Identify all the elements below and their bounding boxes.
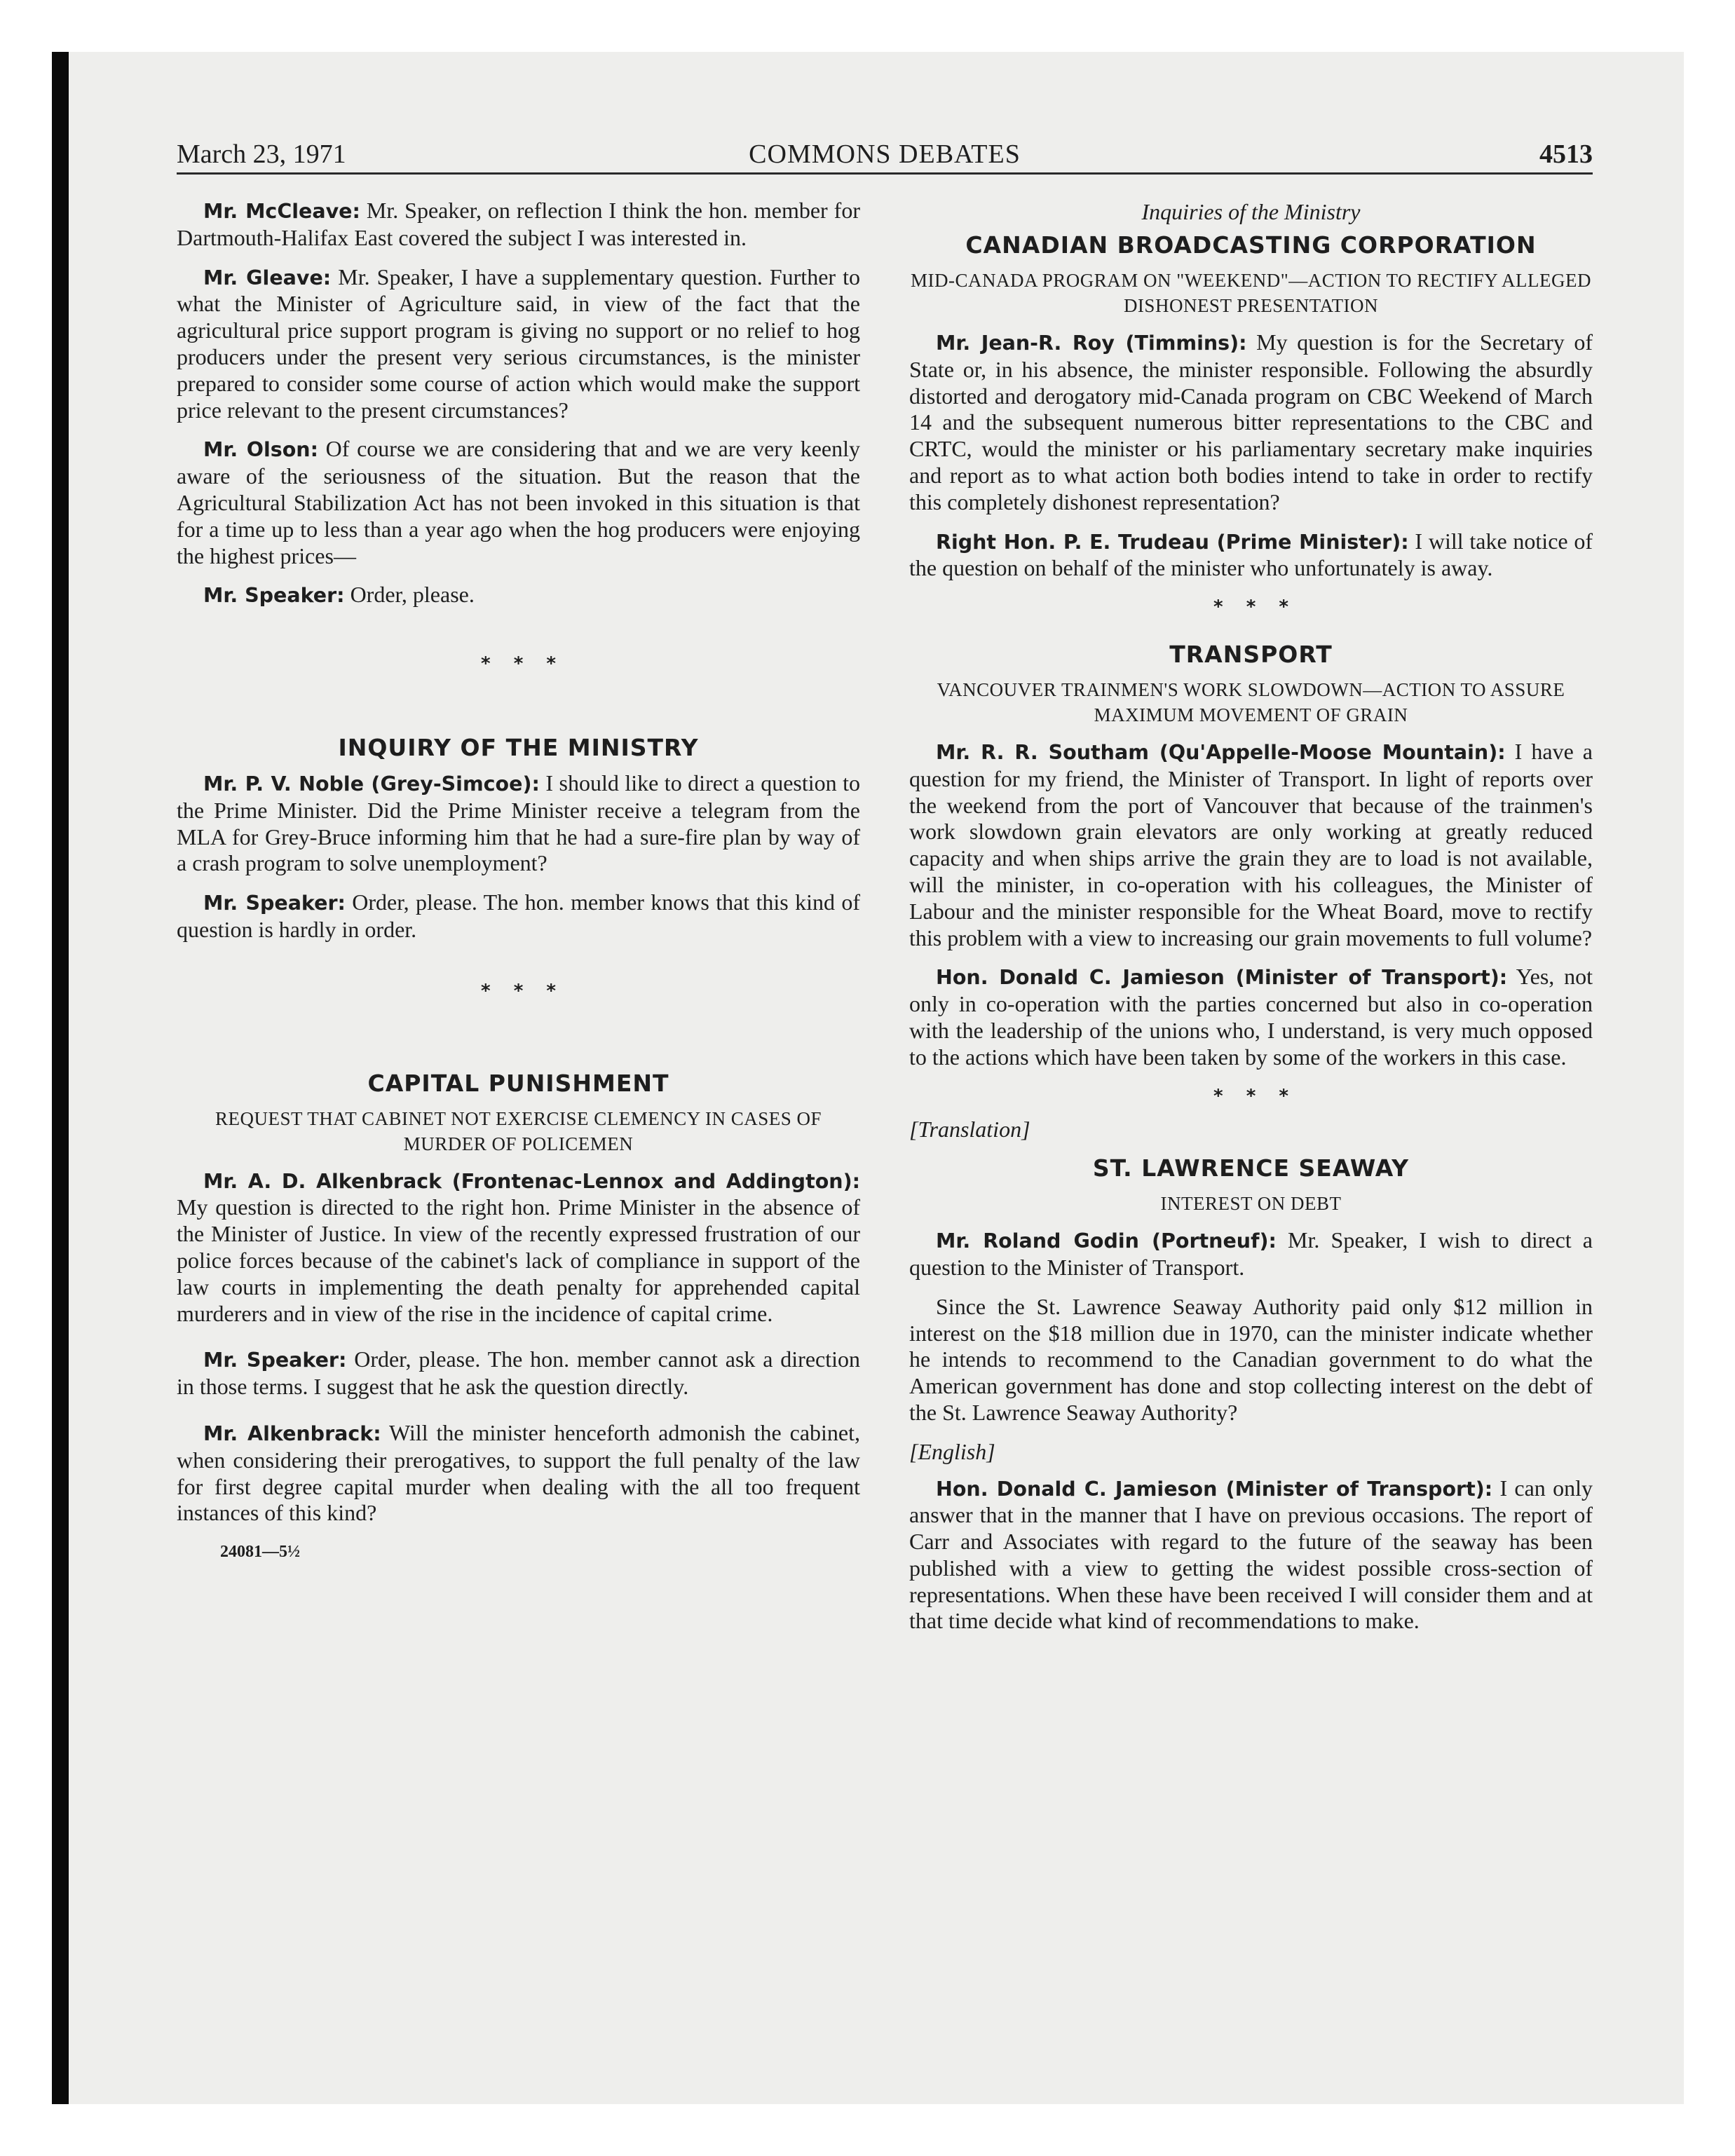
speaker-name: Hon. Donald C. Jamieson (Minister of Transport): bbox=[936, 966, 1508, 990]
section-separator: * * * bbox=[1213, 1085, 1288, 1107]
paragraph-text: I can only answer that in the manner that I have on previous occasions. The report of Carr and Associates with regard to the future of the seaway has been published with a view to getting the widest possible cross-section of representations. When these have been received I will consider them and at that time decide what kind of recommendations to make. bbox=[909, 1475, 1593, 1634]
section-subheading: INTEREST ON DEBT bbox=[1160, 1193, 1342, 1215]
page-header bbox=[177, 137, 1593, 175]
speaker-name: Hon. Donald C. Jamieson (Minister of Transport): bbox=[936, 1477, 1493, 1501]
section-heading: INQUIRY OF THE MINISTRY bbox=[338, 733, 699, 761]
paragraph bbox=[177, 770, 860, 877]
print-code: 24081—5½ bbox=[220, 1543, 300, 1562]
language-marker: [Translation] bbox=[909, 1117, 1030, 1142]
language-marker: [English] bbox=[909, 1438, 995, 1464]
paragraph-text: I will take notice of the question on behalf of the minister who unfortunately is away. bbox=[909, 528, 1593, 581]
header-date: March 23, 1971 bbox=[177, 139, 346, 169]
paragraph bbox=[177, 1168, 860, 1328]
paragraph-text: I should like to direct a question to the Prime Minister. Did the Prime Minister receive a telegram from the MLA for Grey-Bruce informing him that he had a sure-fire plan by way of a crash program to solve unemployment? bbox=[177, 770, 861, 876]
speaker-name: Mr. Speaker: bbox=[203, 584, 345, 608]
paragraph bbox=[177, 889, 860, 943]
paragraph bbox=[177, 436, 860, 569]
paragraph-text: Of course we are considering that and we are very keenly aware of the seriousness of the situation. But the reason that the Agricultural Stabilization Act has not been invoked in this situation is that for a time up to less than a year ago when the hog producers were enjoying the highest prices— bbox=[177, 436, 860, 568]
speaker-name: Mr. Gleave: bbox=[203, 266, 332, 289]
speaker-name: Mr. Roland Godin (Portneuf): bbox=[936, 1229, 1277, 1253]
paragraph bbox=[909, 528, 1593, 582]
right-column bbox=[909, 198, 1593, 1647]
paragraph bbox=[177, 198, 860, 252]
section-subheading: VANCOUVER TRAINMEN'S WORK SLOWDOWN—ACTION TO ASSURE MAXIMUM MOVEMENT OF GRAIN bbox=[937, 678, 1565, 725]
section-heading: CAPITAL PUNISHMENT bbox=[367, 1069, 669, 1097]
speaker-name: Mr. Jean-R. Roy (Timmins): bbox=[936, 332, 1247, 355]
header-title: COMMONS DEBATES bbox=[749, 139, 1021, 169]
left-column bbox=[177, 198, 860, 1566]
speaker-name: Mr. Alkenbrack: bbox=[203, 1421, 381, 1445]
section-subheading: MID-CANADA PROGRAM ON "WEEKEND"—ACTION TO RECTIFY ALLEGED DISHONEST PRESENTATION bbox=[910, 270, 1592, 316]
paragraph-text: Will the minister henceforth admonish the cabinet, when considering their prerogatives, to support the full penalty of the law for first degree capital murder when dealing with the all too frequent instances of this kind? bbox=[177, 1419, 861, 1526]
paragraph bbox=[909, 964, 1593, 1070]
paragraph-text: Order, please. The hon. member knows that this kind of question is hardly in order. bbox=[177, 889, 860, 942]
paragraph-text: Yes, not only in co-operation with the parties concerned but also in co-operation with the leadership of the unions who, I understand, is very much opposed to the actions which have been taken by some of the workers in this case. bbox=[909, 964, 1593, 1070]
speaker-name: Right Hon. P. E. Trudeau (Prime Minister): bbox=[936, 530, 1409, 554]
speaker-name: Mr. Speaker: bbox=[203, 1349, 347, 1372]
speaker-name: Mr. McCleave: bbox=[203, 200, 360, 223]
section-separator: * * * bbox=[481, 653, 556, 675]
section-separator: * * * bbox=[1213, 596, 1288, 618]
paragraph bbox=[909, 329, 1593, 516]
paragraph-text: I have a question for my friend, the Minister of Transport. In light of reports over the weekend from the port of Vancouver that because of the trainmen's work slowdown grain elevators are only working at greatly reduced capacity and when ships arrive the grain they are to load is not available, will the minister, in co-operation with his colleagues, the Minister of Labour and the minister responsible for the Wheat Board, move to rectify this problem with a view to increasing our grain movements to full volume? bbox=[909, 738, 1593, 950]
scan-border bbox=[52, 52, 69, 2104]
section-heading: TRANSPORT bbox=[1169, 640, 1333, 668]
section-heading: CANADIAN BROADCASTING CORPORATION bbox=[965, 231, 1537, 259]
section-separator: * * * bbox=[481, 980, 556, 1002]
paragraph bbox=[909, 739, 1593, 951]
paragraph-text: My question is for the Secretary of State or, in his absence, the minister responsible. Following the absurdly distorted and derogatory mid-Canada program on CBC Weekend of March 14 and the subsequent numerous bitter representations to the CBC and CRTC, would the minister or his parliamentary secretary make inquiries and report as to what action both bodies intend to take in order to rectify this completely dishonest representation? bbox=[909, 329, 1593, 514]
header-page-number: 4513 bbox=[1539, 139, 1593, 169]
paragraph-text: Order, please. The hon. member cannot ask a direction in those terms. I suggest that he ask the question directly. bbox=[177, 1346, 861, 1400]
section-subheading: REQUEST THAT CABINET NOT EXERCISE CLEMENCY IN CASES OF MURDER OF POLICEMEN bbox=[215, 1107, 822, 1154]
paragraph-text: My question is directed to the right hon. Prime Minister in the absence of the Minister of Justice. In view of the recently expressed frustration of our police forces because of the cabinet's lack of compliance in support of the law courts in implementing the death penalty for apprehended capital murderers and in view of the rise in the incidence of capital crime. bbox=[177, 1194, 860, 1326]
paragraph-text: Mr. Speaker, on reflection I think the hon. member for Dartmouth-Halifax East covered the subject I was interested in. bbox=[177, 198, 860, 250]
section-heading: ST. LAWRENCE SEAWAY bbox=[1092, 1154, 1410, 1182]
speaker-name: Mr. R. R. Southam (Qu'Appelle-Moose Mountain): bbox=[936, 740, 1506, 764]
paragraph bbox=[177, 1420, 860, 1527]
paragraph bbox=[177, 1346, 860, 1400]
speaker-name: Mr. Speaker: bbox=[203, 892, 346, 915]
paragraph bbox=[909, 1227, 1593, 1281]
paragraph bbox=[909, 1475, 1593, 1635]
paragraph: Since the St. Lawrence Seaway Authority paid only $12 million in interest on the $18 million due in 1970, can the minister indicate whether he intends to recommend to the Canadian government to do what the American government has done and stop collecting interest on the debt of the St. Lawrence Seaway Authority? bbox=[909, 1293, 1593, 1425]
paragraph-text: Mr. Speaker, I wish to direct a question to the Minister of Transport. bbox=[909, 1227, 1593, 1280]
paragraph-text: Order, please. bbox=[344, 582, 475, 608]
paragraph-text: Mr. Speaker, I have a supplementary question. Further to what the Minister of Agriculture said, in view of the fact that the agricultural price support program is giving no support or no relief to hog producers under the present very serious circumstances, is the minister prepared to consider some course of action which would make the support price relevant to the present circumstances? bbox=[177, 264, 860, 423]
paragraph bbox=[177, 582, 860, 609]
speaker-name: Mr. Olson: bbox=[203, 438, 318, 462]
paragraph bbox=[177, 264, 860, 424]
running-head: Inquiries of the Ministry bbox=[1141, 199, 1361, 224]
speaker-name: Mr. A. D. Alkenbrack (Frontenac-Lennox and Addington): bbox=[203, 1169, 860, 1193]
speaker-name: Mr. P. V. Noble (Grey-Simcoe): bbox=[203, 772, 540, 796]
